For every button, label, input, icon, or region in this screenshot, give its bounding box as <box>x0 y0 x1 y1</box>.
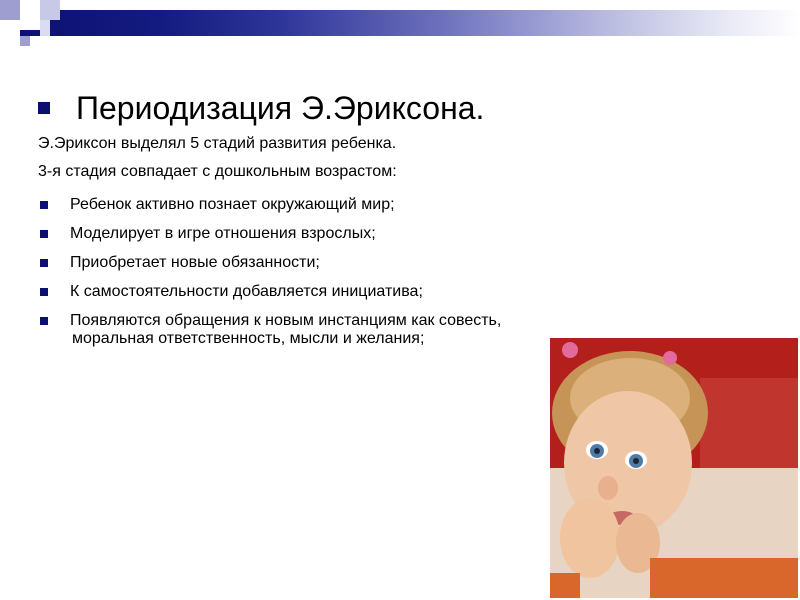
square-bullet-icon <box>40 317 48 325</box>
bullet-text: Приобретает новые обязанности; <box>70 253 320 271</box>
bullet-continuation: моральная ответственность, мысли и желания; <box>72 330 425 347</box>
bullet-text: Ребенок активно познает окружающий мир; <box>70 195 395 213</box>
intro-line-2: 3-я стадия совпадает с дошкольным возрастом: <box>38 163 397 180</box>
title-bullet-icon <box>38 102 50 114</box>
title-row <box>38 86 484 130</box>
decor-square <box>0 20 20 36</box>
bullet-item <box>40 219 501 248</box>
child-illustration <box>550 338 798 598</box>
square-bullet-icon <box>40 201 48 209</box>
decor-square <box>20 0 40 10</box>
intro-line-1: Э.Эриксон выделял 5 стадий развития ребенка. <box>38 135 397 152</box>
decor-square <box>40 0 60 20</box>
gradient-band <box>0 10 800 36</box>
bullet-text: Появляются обращения к новым инстанциям как совесть, <box>70 311 502 329</box>
decor-square <box>40 20 50 36</box>
square-bullet-icon <box>40 230 48 238</box>
bullet-list <box>40 190 501 335</box>
square-bullet-icon <box>40 288 48 296</box>
decor-square <box>20 36 30 46</box>
decor-square <box>0 0 20 20</box>
bullet-item <box>40 190 501 219</box>
bullet-text: Моделирует в игре отношения взрослых; <box>70 224 376 242</box>
decorative-header-band <box>0 0 800 36</box>
slide-title: Периодизация Э.Эриксона. <box>76 89 485 126</box>
child-thinking-photo <box>550 338 798 598</box>
bullet-item <box>40 248 501 277</box>
bullet-item <box>40 277 501 306</box>
square-bullet-icon <box>40 259 48 267</box>
bullet-text: К самостоятельности добавляется инициатива; <box>70 282 423 300</box>
decor-square <box>20 10 40 30</box>
